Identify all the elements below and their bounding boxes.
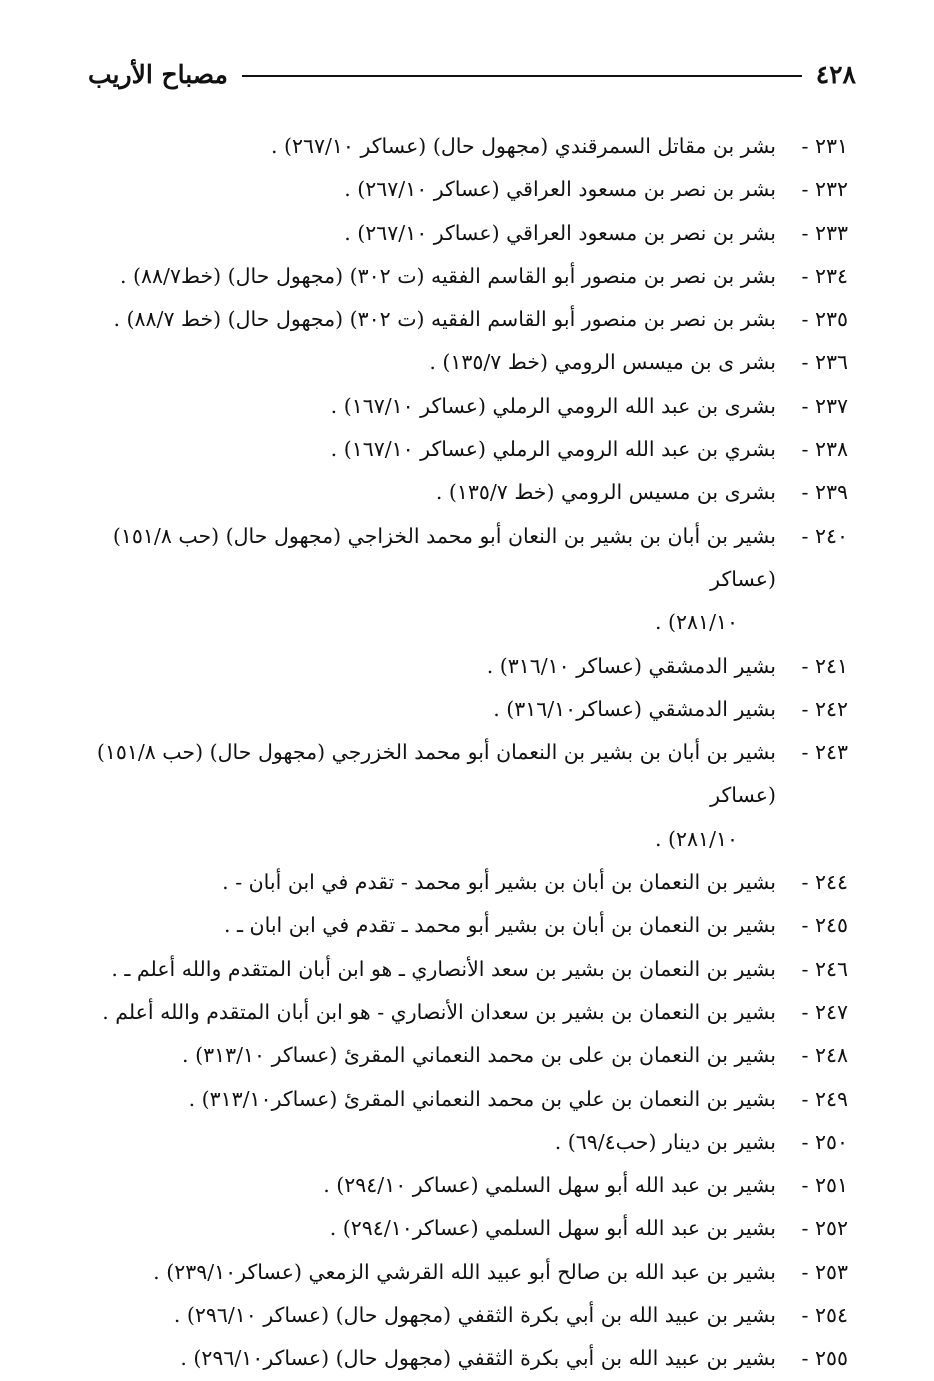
entry-text: بشير بن النعمان بن أبان بن بشير أبو محمد - تقدم في ابن أبان - . — [222, 870, 776, 895]
page-number: ٤٢٨ — [815, 59, 856, 89]
entry-number: ٢٤١ - — [801, 653, 848, 678]
entry-text-line: بشير بن أبان بن بشير بن النعمان أبو محمد الخزرجي (مجهول حال) (حب ١٥١/٨) (عساكر — [96, 740, 776, 808]
entry-number: ٢٤٢ - — [801, 696, 848, 721]
list-item — [78, 948, 848, 991]
entry-text: بشير بن عبد الله أبو سهل السلمي (عساكر ٢٩٤/١٠) . — [323, 1173, 776, 1198]
book-title: مصباح الأريب — [88, 59, 228, 89]
list-item — [78, 125, 848, 168]
list-item — [78, 1337, 848, 1380]
entry-text-continuation: ٢٨١/١٠) . — [655, 610, 738, 635]
entry-number: ٢٤٥ - — [801, 913, 848, 938]
list-item — [78, 428, 848, 471]
list-item — [78, 1034, 848, 1077]
entry-text: بشر بن نصر بن مسعود العراقي (عساكر ٢٦٧/١٠) . — [344, 177, 776, 202]
list-item — [78, 1164, 848, 1207]
entry-text: بشير بن النعمان بن أبان بن بشير أبو محمد ـ تقدم في ابن ابان ـ . — [224, 913, 776, 938]
entry-text: بشرى بن مسيس الرومي (خط ١٣٥/٧) . — [435, 480, 776, 505]
list-item — [78, 731, 848, 861]
entry-text: بشير الدمشقي (عساكر٣١٦/١٠) . — [493, 696, 776, 721]
list-item — [78, 904, 848, 947]
entry-number: ٢٥٥ - — [801, 1346, 848, 1371]
entry-text: بشير بن النعمان بن بشير بن سعد الأنصاري ـ هو ابن أبان المتقدم والله أعلم ـ . — [111, 956, 776, 981]
running-head — [88, 54, 856, 94]
header-rule — [242, 75, 802, 77]
entry-number: ٢٥٠ - — [801, 1129, 848, 1154]
entry-text: بشري بن عبد الله الرومي الرملي (عساكر ١٦٧/١٠) . — [330, 437, 776, 462]
entry-text — [78, 731, 776, 861]
entry-text: بشير بن عبيد الله بن أبي بكرة الثقفي (مجهول حال) (عساكر ٢٩٦/١٠) . — [173, 1303, 776, 1328]
entry-number: ٢٣٧ - — [801, 393, 848, 418]
list-item — [78, 645, 848, 688]
list-item — [78, 1294, 848, 1337]
entry-number: ٢٤٠ - — [801, 523, 848, 548]
entry-text: بشر بن نصر بن منصور أبو القاسم الفقيه (ت ٣٠٢) (مجهول حال) (خط٨٨/٧) . — [120, 263, 776, 288]
entry-text: بشير بن دينار (حب٦٩/٤) . — [554, 1129, 776, 1154]
entry-text: بشر بن مقاتل السمرقندي (مجهول حال) (عساكر ٢٦٧/١٠) . — [270, 134, 776, 158]
entry-text-line: بشير بن أبان بن بشير بن النعان أبو محمد الخزاجي (مجهول حال) (حب ١٥١/٨) (عساكر — [112, 523, 776, 591]
entry-number: ٢٣٨ - — [801, 437, 848, 462]
list-item — [78, 515, 848, 645]
list-item — [78, 385, 848, 428]
entry-text: بشير بن النعمان بن بشير بن سعدان الأنصاري - هو ابن أبان المتقدم والله أعلم . — [102, 999, 776, 1024]
list-item — [78, 1121, 848, 1164]
entry-number: ٢٣٣ - — [801, 220, 848, 245]
entry-text: بشر بن نصر بن منصور أبو القاسم الفقيه (ت ٣٠٢) (مجهول حال) (خط ٨٨/٧) . — [113, 307, 776, 332]
entry-number: ٢٣١ - — [801, 134, 848, 158]
entry-text: بشير بن عبد الله بن صالح أبو عبيد الله القرشي الزمعي (عساكر٢٣٩/١٠) . — [153, 1259, 776, 1284]
list-item — [78, 341, 848, 384]
list-item — [78, 688, 848, 731]
list-item — [78, 1207, 848, 1250]
entry-number: ٢٤٦ - — [801, 956, 848, 981]
entry-number: ٢٤٧ - — [801, 999, 848, 1024]
entry-text-continuation: ٢٨١/١٠) . — [655, 826, 738, 851]
entry-number: ٢٣٥ - — [801, 307, 848, 332]
entry-text: بشير بن النعمان بن علي بن محمد النعماني المقرئ (عساكر٣١٣/١٠) . — [188, 1086, 776, 1111]
entry-number: ٢٤٤ - — [801, 870, 848, 895]
entry-text: بشر ى بن ميسس الرومي (خط ١٣٥/٧) . — [429, 350, 776, 375]
entry-number: ٢٥١ - — [801, 1173, 848, 1198]
entry-number: ٢٤٩ - — [801, 1086, 848, 1111]
entry-text: بشير الدمشقي (عساكر ٣١٦/١٠) . — [486, 653, 776, 678]
list-item — [78, 471, 848, 514]
entry-number: ٢٣٩ - — [801, 480, 848, 505]
entry-text: بشر بن نصر بن مسعود العراقي (عساكر ٢٦٧/١٠) . — [344, 220, 776, 245]
entry-text: بشير بن عبيد الله بن أبي بكرة الثقفي (مجهول حال) (عساكر٢٩٦/١٠) . — [180, 1346, 776, 1371]
entry-text: بشير بن النعمان بن على بن محمد النعماني المقرئ (عساكر ٣١٣/١٠) . — [182, 1043, 776, 1068]
entry-number: ٢٣٢ - — [801, 177, 848, 202]
entry-number: ٢٤٨ - — [801, 1043, 848, 1068]
list-item — [78, 991, 848, 1034]
list-item — [78, 1078, 848, 1121]
entry-number: ٢٣٦ - — [801, 350, 848, 375]
entry-number: ٢٥٣ - — [801, 1259, 848, 1284]
list-item — [78, 212, 848, 255]
list-item — [78, 255, 848, 298]
entry-text: بشرى بن عبد الله الرومي الرملي (عساكر ١٦٧/١٠) . — [330, 393, 776, 418]
list-item — [78, 168, 848, 211]
list-item — [78, 298, 848, 341]
entry-number: ٢٣٤ - — [801, 263, 848, 288]
entry-text — [78, 515, 776, 645]
entry-number: ٢٥٤ - — [801, 1303, 848, 1328]
entry-text: بشير بن عبد الله أبو سهل السلمي (عساكر٢٩٤/١٠) . — [329, 1216, 776, 1241]
list-item — [78, 861, 848, 904]
entry-number: ٢٤٣ - — [801, 740, 848, 765]
entry-list — [78, 125, 848, 1381]
entry-number: ٢٥٢ - — [801, 1216, 848, 1241]
list-item — [78, 1251, 848, 1294]
